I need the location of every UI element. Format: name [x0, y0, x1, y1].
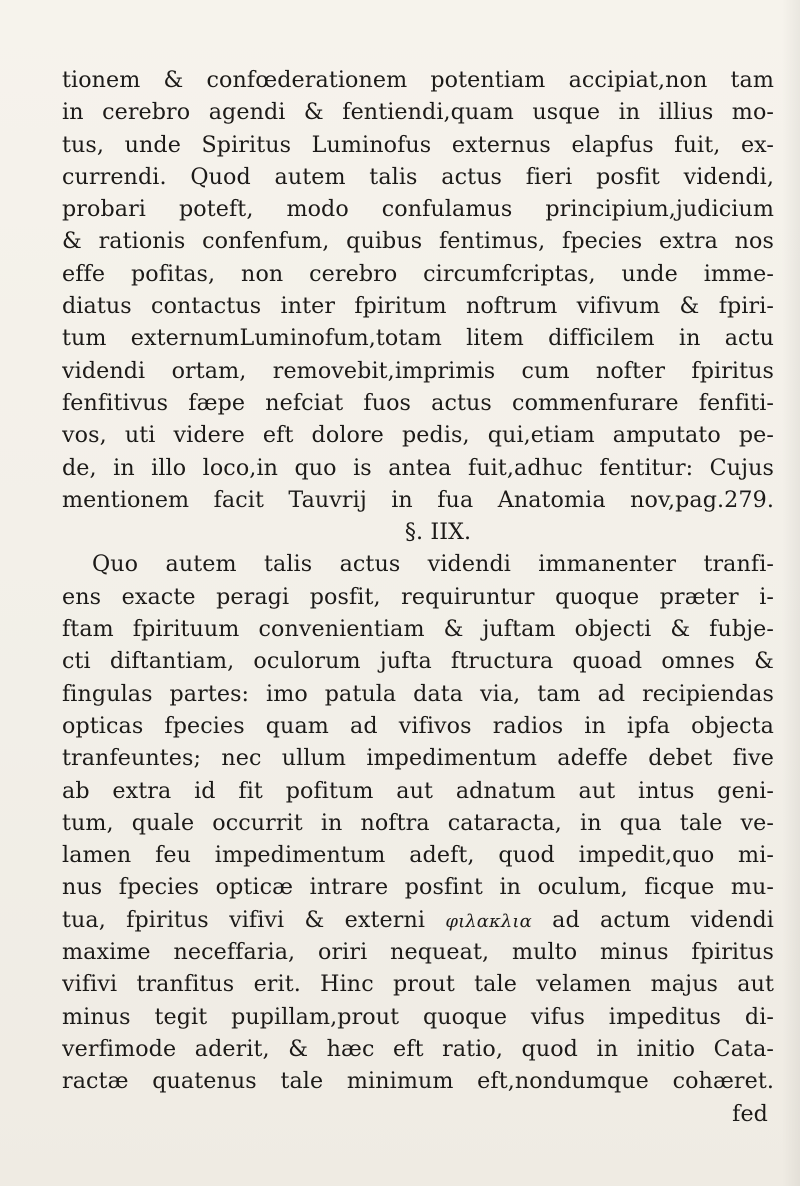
text-line: lamen feu impedimentum adeft, quod impedit,quo mi- — [62, 842, 774, 869]
text-line: maxime neceffaria, oriri nequeat, multo minus fpiritus — [62, 939, 774, 966]
text-line-with-greek — [62, 904, 774, 936]
text-line: fingulas partes: imo patula data via, tam ad recipiendas — [62, 680, 774, 707]
section-heading: §. IIX. — [404, 519, 472, 546]
text-line: mentionem facit Tauvrij in fua Anatomia nov,pag.279. — [62, 486, 774, 513]
text-line-indented — [62, 548, 774, 580]
text-line: videndi ortam, removebit,imprimis cum nofter fpiritus — [62, 357, 774, 384]
text-line: verfimode aderit, & hæc eft ratio, quod in initio Cata- — [62, 1035, 774, 1062]
text-line: tionem & confœderationem potentiam accipiat,non tam — [62, 67, 774, 93]
text-line: fenfitivus fæpe nefciat fuos actus commenfurare fenfiti- — [62, 389, 774, 416]
text-line: cti diftantiam, oculorum jufta ftructura quoad omnes & — [62, 648, 774, 675]
page-edge-shadow — [782, 0, 800, 1186]
text-line: effe pofitas, non cerebro circumfcriptas, unde imme- — [62, 260, 774, 287]
body-text — [62, 64, 774, 1130]
text-line: tranfeuntes; nec ullum impedimentum adeffe debet five — [62, 745, 774, 772]
text-line: nus fpecies opticæ intrare posfint in oculum, ficque mu- — [62, 874, 774, 901]
text-line: ractæ quatenus tale minimum eft,nondumque cohæret. — [62, 1068, 774, 1095]
text-line: in cerebro agendi & fentiendi,quam usque in illius mo- — [62, 99, 774, 126]
greek-word: φιλακλια — [445, 910, 532, 932]
text-line: opticas fpecies quam ad vifivos radios in ipfa objecta — [62, 712, 774, 739]
text-line: tus, unde Spiritus Luminofus externus elapfus fuit, ex- — [62, 131, 774, 158]
text-line: vifivi tranfitus erit. Hinc prout tale velamen majus aut — [62, 971, 774, 998]
text-line: & rationis confenfum, quibus fentimus, fpecies extra nos — [62, 228, 774, 255]
text-line: minus tegit pupillam,prout quoque vifus impeditus di- — [62, 1003, 774, 1030]
text-line: ens exacte peragi posfit, requiruntur quoque præter i- — [62, 583, 774, 610]
text-span: ad actum videndi — [552, 906, 774, 933]
text-line: ftam fpirituum convenientiam & juftam objecti & fubje- — [62, 616, 774, 643]
text-line: tum, quale occurrit in noftra cataracta, in qua tale ve- — [62, 809, 774, 836]
text-line: tum externumLuminofum,totam litem difficilem in actu — [62, 325, 774, 352]
text-line: de, in illo loco,in quo is antea fuit,adhuc fentitur: Cujus — [62, 454, 774, 481]
text-span: Quo autem talis actus videndi immanenter tranfi- — [92, 551, 774, 578]
text-line: vos, uti videre eft dolore pedis, qui,etiam amputato pe- — [62, 422, 774, 449]
text-line: probari poteft, modo confulamus principium,judicium — [62, 196, 774, 223]
text-line: diatus contactus inter fpiritum noftrum vifivum & fpiri- — [62, 293, 774, 320]
text-line: ab extra id fit pofitum aut adnatum aut intus geni- — [62, 777, 774, 804]
catchword: fed — [732, 1100, 768, 1127]
text-line: currendi. Quod autem talis actus fieri posfit videndi, — [62, 163, 774, 190]
text-span: tua, fpiritus vifivi & externi — [62, 906, 426, 933]
